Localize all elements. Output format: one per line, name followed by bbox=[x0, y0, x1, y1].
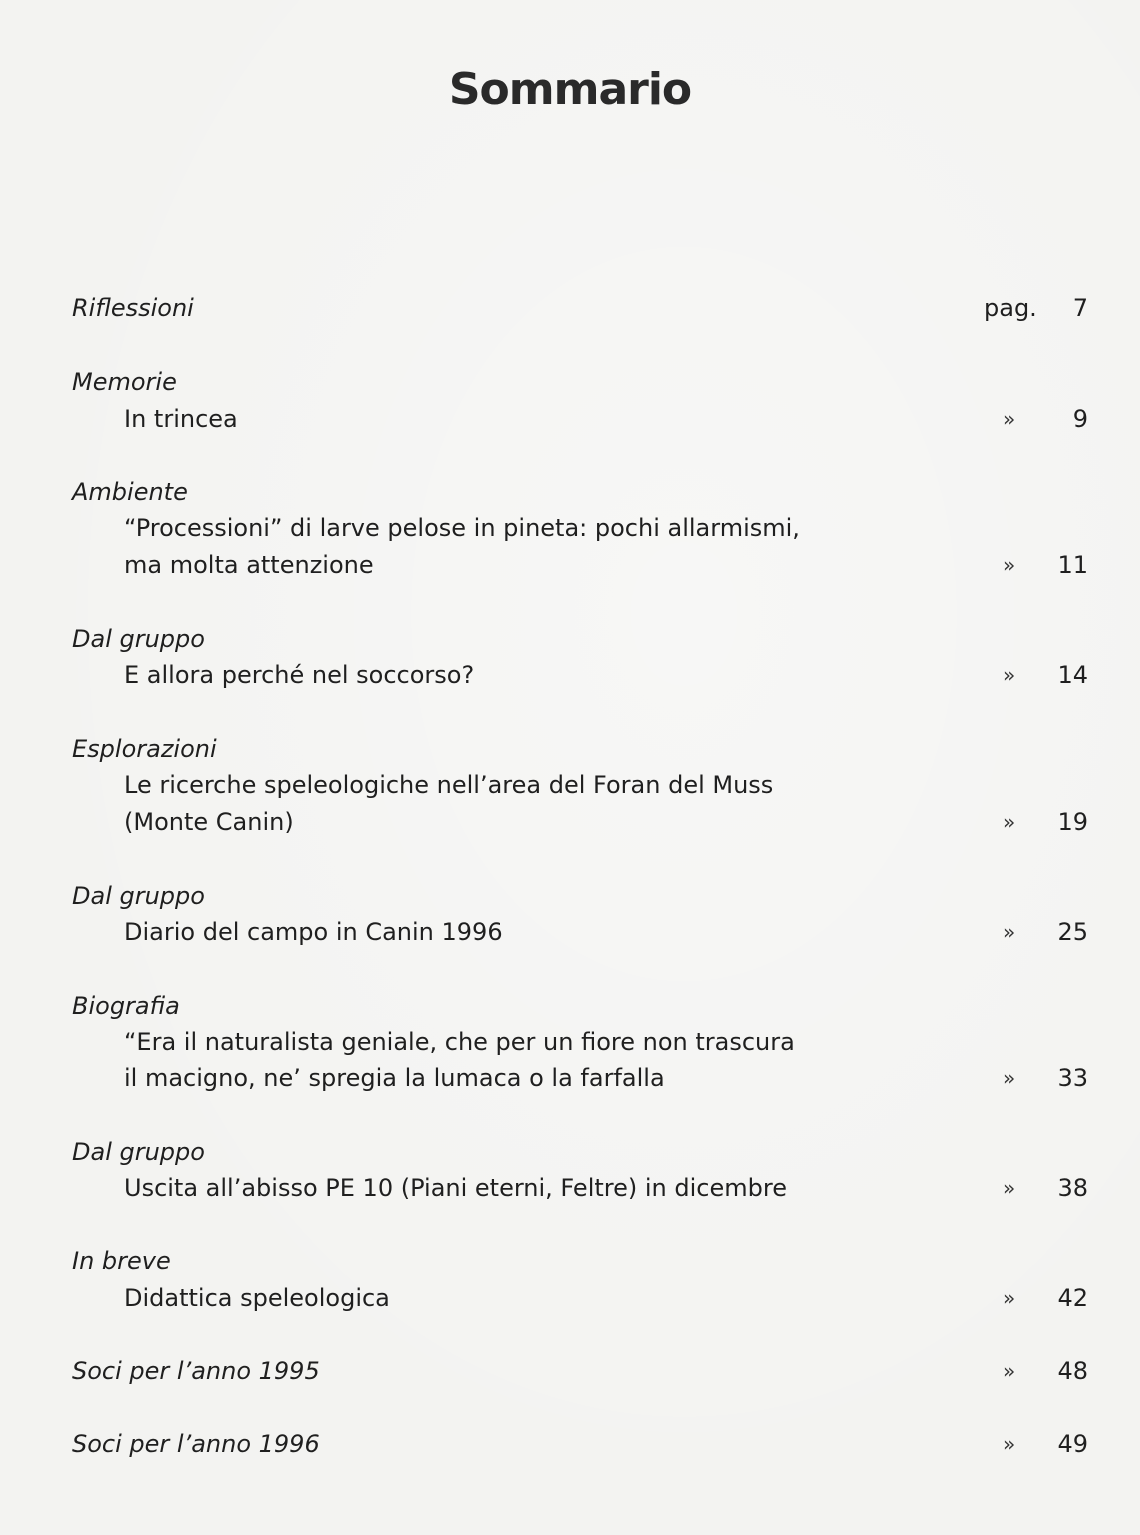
ditto-mark: » bbox=[1003, 1286, 1016, 1310]
entry-title-continued: il macigno, ne’ spregia la lumaca o la farfalla bbox=[124, 1064, 665, 1092]
section-title: Ambiente bbox=[72, 478, 188, 506]
toc-entry-line bbox=[0, 399, 1140, 439]
page-number: 38 bbox=[1057, 1174, 1088, 1202]
page-number: 14 bbox=[1057, 661, 1088, 689]
entry-title: Diario del campo in Canin 1996 bbox=[124, 918, 503, 946]
toc-entry-soci-1995 bbox=[0, 1351, 1140, 1391]
ditto-mark: » bbox=[1003, 553, 1016, 577]
toc-entry-line bbox=[0, 1168, 1140, 1208]
entry-title-continued: ma molta attenzione bbox=[124, 551, 374, 579]
entry-title: In trincea bbox=[124, 405, 238, 433]
toc-entry-line bbox=[0, 1058, 1140, 1098]
toc-entry-line bbox=[0, 1278, 1140, 1318]
toc-section-dal-gruppo bbox=[0, 619, 1140, 659]
page-number: 42 bbox=[1057, 1284, 1088, 1312]
toc-entry-line bbox=[0, 1022, 1140, 1062]
toc-section-memorie bbox=[0, 362, 1140, 402]
section-title: Soci per l’anno 1995 bbox=[72, 1357, 320, 1385]
toc-section-in-breve bbox=[0, 1241, 1140, 1281]
toc-section-ambiente bbox=[0, 472, 1140, 512]
page-prefix: pag. bbox=[984, 294, 1037, 322]
ditto-mark: » bbox=[1003, 1176, 1016, 1200]
section-title: Biografia bbox=[72, 992, 180, 1020]
ditto-mark: » bbox=[1003, 810, 1016, 834]
section-title: Memorie bbox=[72, 368, 177, 396]
entry-title: Didattica speleologica bbox=[124, 1284, 390, 1312]
page-number: 48 bbox=[1057, 1357, 1088, 1385]
toc-section-esplorazioni bbox=[0, 729, 1140, 769]
entry-title-continued: (Monte Canin) bbox=[124, 808, 294, 836]
ditto-mark: » bbox=[1003, 1359, 1016, 1383]
ditto-mark: » bbox=[1003, 1066, 1016, 1090]
toc-entry-line bbox=[0, 508, 1140, 548]
section-title: Esplorazioni bbox=[72, 735, 217, 763]
entry-title: E allora perché nel soccorso? bbox=[124, 661, 475, 689]
page-number: 7 bbox=[1072, 294, 1088, 322]
section-title: Dal gruppo bbox=[72, 882, 205, 910]
entry-title: Le ricerche speleologiche nell’area del Foran del Muss bbox=[124, 771, 774, 799]
entry-title: Uscita all’abisso PE 10 (Piani eterni, Feltre) in dicembre bbox=[124, 1174, 787, 1202]
toc-entry-riflessioni bbox=[0, 288, 1140, 328]
toc-entry-line bbox=[0, 802, 1140, 842]
entry-title: “Era il naturalista geniale, che per un fiore non trascura bbox=[124, 1028, 795, 1056]
page-number: 9 bbox=[1072, 405, 1088, 433]
ditto-mark: » bbox=[1003, 1432, 1016, 1456]
page-number: 49 bbox=[1057, 1430, 1088, 1458]
toc-section-biografia bbox=[0, 986, 1140, 1026]
page-title: Sommario bbox=[448, 64, 692, 115]
toc-entry-soci-1996 bbox=[0, 1424, 1140, 1464]
ditto-mark: » bbox=[1003, 920, 1016, 944]
section-title: In breve bbox=[72, 1247, 171, 1275]
page-number: 25 bbox=[1057, 918, 1088, 946]
page-number: 19 bbox=[1057, 808, 1088, 836]
toc-entry-line bbox=[0, 655, 1140, 695]
ditto-mark: » bbox=[1003, 407, 1016, 431]
section-title: Riflessioni bbox=[72, 294, 194, 322]
section-title: Soci per l’anno 1996 bbox=[72, 1430, 320, 1458]
section-title: Dal gruppo bbox=[72, 1138, 205, 1166]
toc-entry-line bbox=[0, 545, 1140, 585]
toc-section-dal-gruppo bbox=[0, 1132, 1140, 1172]
page-number: 33 bbox=[1057, 1064, 1088, 1092]
page-number: 11 bbox=[1057, 551, 1088, 579]
toc-entry-line bbox=[0, 765, 1140, 805]
toc-section-dal-gruppo bbox=[0, 876, 1140, 916]
section-title: Dal gruppo bbox=[72, 625, 205, 653]
entry-title: “Processioni” di larve pelose in pineta: pochi allarmismi, bbox=[124, 514, 800, 542]
toc-entry-line bbox=[0, 912, 1140, 952]
ditto-mark: » bbox=[1003, 663, 1016, 687]
